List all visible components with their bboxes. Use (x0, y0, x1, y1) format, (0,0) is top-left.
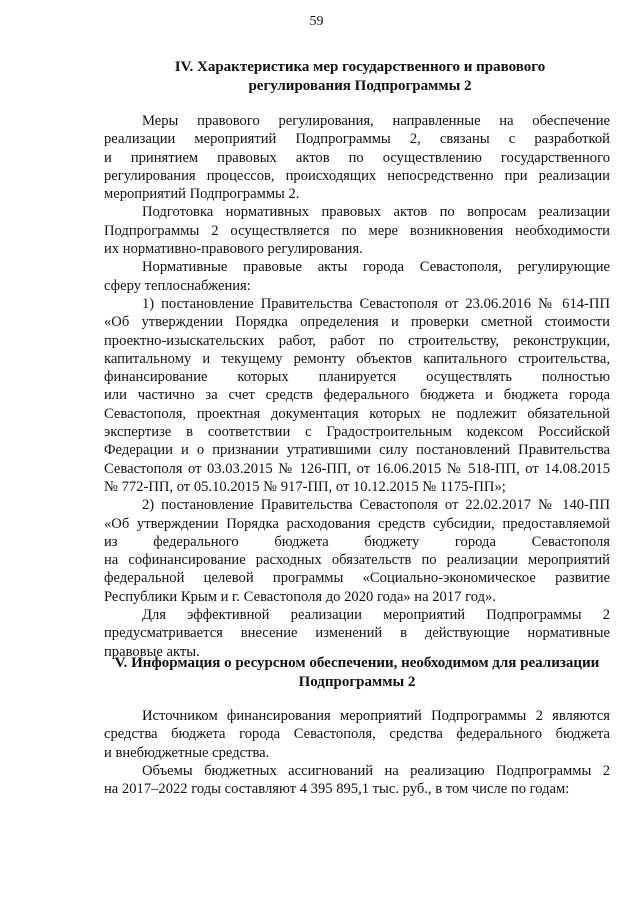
section-4-heading (100, 58, 620, 96)
list-item-resolution-614 (104, 295, 610, 496)
text-line: «Об утверждении Порядка расходования средств субсидии, предоставляемой (104, 515, 610, 532)
section-5-heading-line-1: V. Информация о ресурсном обеспечении, необходимом для реализации (114, 655, 600, 671)
text-line: «Об утверждении Порядка определения и проверки сметной стоимости (104, 314, 610, 331)
section-5-body (104, 707, 610, 798)
text-line: мероприятий Подпрограммы 2. (104, 186, 300, 203)
text-line: Подпрограммы 2 осуществляется по мере возникновения необходимости (104, 222, 610, 239)
section-5-heading-line-2: Подпрограммы 2 (298, 674, 416, 690)
text-line: Республики Крым и г. Севастополя до 2020 года» на 2017 год». (104, 588, 496, 605)
text-line: регулирования процессов, происходящих непосредственно при реализации (104, 167, 610, 184)
text-line: правовые акты. (104, 643, 200, 660)
text-line: реализации мероприятий Подпрограммы 2, связаны с разработкой (104, 131, 610, 148)
paragraph-preparation (104, 203, 610, 258)
text-line: федеральной целевой программы «Социально-экономическое развитие (104, 570, 610, 587)
section-4-body (104, 112, 610, 661)
paragraph-legal-measures (104, 112, 610, 203)
text-line: экспертизе в соответствии с Градостроительным кодексом Российской (104, 424, 610, 441)
text-line: проектно-изыскательских работ, работ по строительству, реконструкции, (104, 332, 610, 349)
text-line: из федерального бюджета бюджету города Севастополя (104, 533, 610, 550)
text-line: 2) постановление Правительства Севастополя от 22.02.2017 № 140-ПП (142, 497, 610, 514)
text-line: Севастополя от 03.03.2015 № 126-ПП, от 16.06.2015 № 518-ПП, от 14.08.2015 (104, 460, 610, 477)
paragraph-amendments (104, 606, 610, 661)
text-line: финансирование которых планируется осуществлять полностью (104, 369, 610, 386)
text-line: и принятием правовых актов по осуществлению государственного (104, 149, 610, 166)
text-line: сферу теплоснабжения: (104, 277, 251, 294)
paragraph-normative-acts (104, 258, 610, 295)
text-line: № 772-ПП, от 05.10.2015 № 917-ПП, от 10.12.2015 № 1175-ПП»; (104, 478, 506, 495)
text-line: их нормативно-правового регулирования. (104, 241, 363, 258)
text-line: Подготовка нормативных правовых актов по вопросам реализации (142, 204, 610, 221)
section-4-heading-line-2: регулирования Подпрограммы 2 (248, 78, 472, 94)
page-number: 59 (309, 14, 324, 29)
text-line: и внебюджетные средства. (104, 744, 270, 761)
text-line: 1) постановление Правительства Севастополя от 23.06.2016 № 614-ПП (142, 295, 610, 312)
text-line: Объемы бюджетных ассигнований на реализацию Подпрограммы 2 (142, 762, 610, 779)
text-line: средства бюджета города Севастополя, средства федерального бюджета (104, 726, 610, 743)
paragraph-budget-volume (104, 762, 610, 799)
text-line: на софинансирование расходных обязательств по реализации мероприятий (104, 552, 610, 569)
text-line: предусматривается внесение изменений в действующие нормативные (104, 625, 610, 642)
list-item-resolution-140 (104, 496, 610, 606)
text-line: Федерации и о признании утратившими силу постановлений Правительства (104, 442, 610, 459)
text-line: на 2017–2022 годы составляют 4 395 895,1 тыс. руб., в том числе по годам: (104, 781, 570, 798)
text-line: Для эффективной реализации мероприятий Подпрограммы 2 (142, 607, 610, 624)
section-5-heading (104, 654, 610, 692)
text-line: Меры правового регулирования, направленные на обеспечение (142, 113, 610, 129)
text-line: или частично за счет средств федерального бюджета и бюджета города (104, 387, 610, 404)
text-line: Источником финансирования мероприятий Подпрограммы 2 являются (142, 708, 610, 724)
section-4-heading-line-1: IV. Характеристика мер государственного и правового (174, 59, 546, 75)
text-line: Севастополя, проектная документация которых не подлежит обязательной (104, 405, 610, 422)
text-line: Нормативные правовые акты города Севастополя, регулирующие (142, 259, 610, 276)
text-line: капитальному и текущему ремонту объектов капитального строительства, (104, 350, 610, 367)
paragraph-funding-sources (104, 707, 610, 762)
